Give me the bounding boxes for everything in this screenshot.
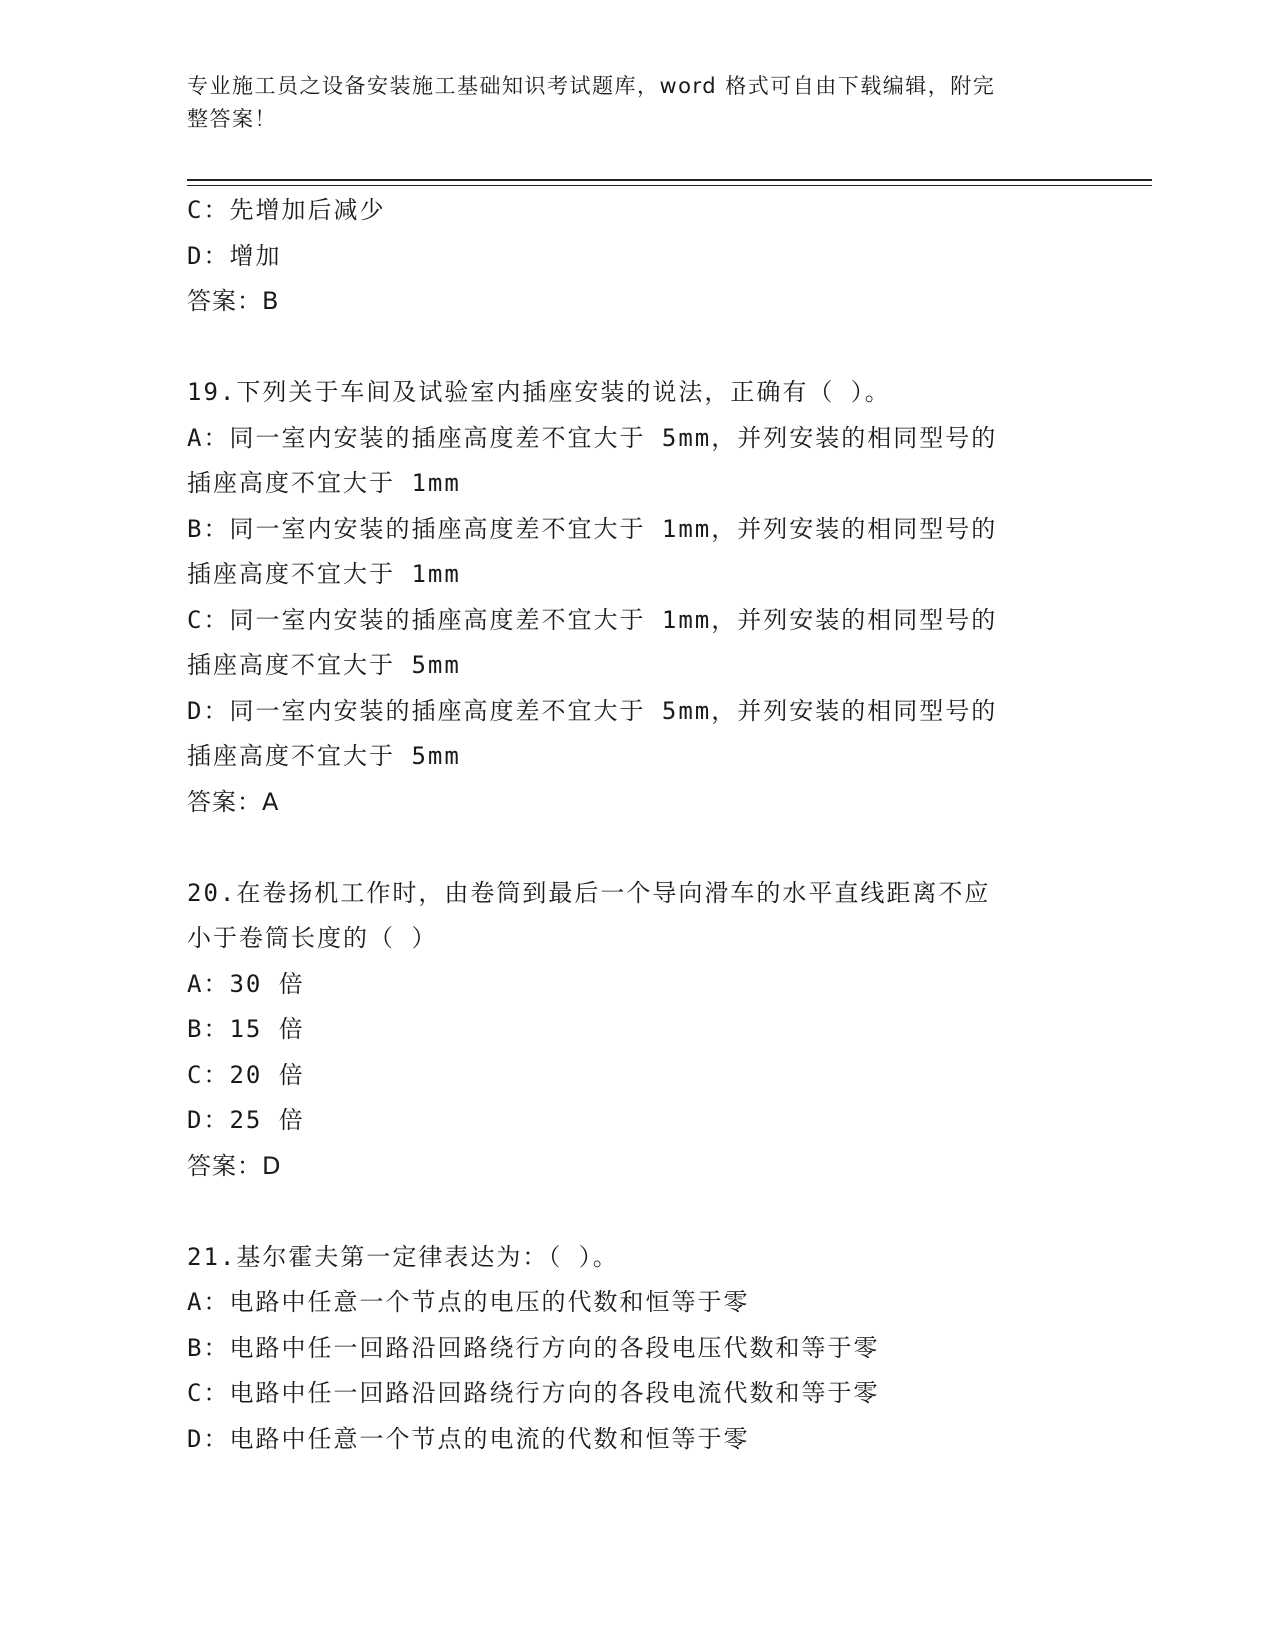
spacer — [187, 1189, 1087, 1235]
q18-option-d: D：增加 — [187, 241, 282, 270]
header-rule-thin — [187, 185, 1152, 186]
q21-stem: 21.基尔霍夫第一定律表达为：（ ）。 — [187, 1242, 619, 1271]
header-title-line-2: 整答案！ — [187, 107, 277, 131]
q19-option-a-line-1: A：同一室内安装的插座高度差不宜大于 5mm，并列安装的相同型号的 — [187, 423, 998, 452]
q19-option-c-line-2: 插座高度不宜大于 5mm — [187, 651, 461, 679]
q19-option-d-line-1: D：同一室内安装的插座高度差不宜大于 5mm，并列安装的相同型号的 — [187, 696, 998, 725]
header-title-line-1: 专业施工员之设备安装施工基础知识考试题库，word 格式可自由下载编辑，附完 — [187, 74, 996, 98]
header-rule-thick — [187, 179, 1152, 181]
q19-option-a-line-2: 插座高度不宜大于 1mm — [187, 469, 461, 497]
q20-option-c: C：20 倍 — [187, 1060, 305, 1089]
q19-option-c-line-1: C：同一室内安装的插座高度差不宜大于 1mm，并列安装的相同型号的 — [187, 605, 998, 634]
spacer — [187, 825, 1087, 871]
q19-option-b-line-2: 插座高度不宜大于 1mm — [187, 560, 461, 588]
q20-option-d: D：25 倍 — [187, 1106, 305, 1134]
document-header — [187, 70, 1067, 136]
q18-answer: 答案：B — [187, 287, 280, 315]
q19-answer: 答案：A — [187, 787, 280, 816]
spacer — [187, 325, 1087, 371]
q20-stem-line-1: 20.在卷扬机工作时，由卷筒到最后一个导向滑车的水平直线距离不应 — [187, 878, 991, 907]
q19-option-b-line-1: B：同一室内安装的插座高度差不宜大于 1mm，并列安装的相同型号的 — [187, 514, 998, 543]
question-list — [187, 188, 1087, 1462]
q20-option-a: A：30 倍 — [187, 969, 305, 998]
q19-option-d-line-2: 插座高度不宜大于 5mm — [187, 742, 461, 770]
q18-option-c: C：先增加后减少 — [187, 196, 386, 224]
q21-option-d: D：电路中任意一个节点的电流的代数和恒等于零 — [187, 1424, 750, 1453]
q21-option-a: A：电路中任意一个节点的电压的代数和恒等于零 — [187, 1288, 750, 1316]
q20-option-b: B：15 倍 — [187, 1015, 305, 1043]
q19-stem: 19.下列关于车间及试验室内插座安装的说法，正确有（ ）。 — [187, 378, 891, 406]
q21-option-c: C：电路中任一回路沿回路绕行方向的各段电流代数和等于零 — [187, 1379, 880, 1407]
q20-answer: 答案：D — [187, 1151, 282, 1180]
q21-option-b: B：电路中任一回路沿回路绕行方向的各段电压代数和等于零 — [187, 1333, 880, 1362]
q20-stem-line-2: 小于卷筒长度的（ ） — [187, 924, 438, 952]
